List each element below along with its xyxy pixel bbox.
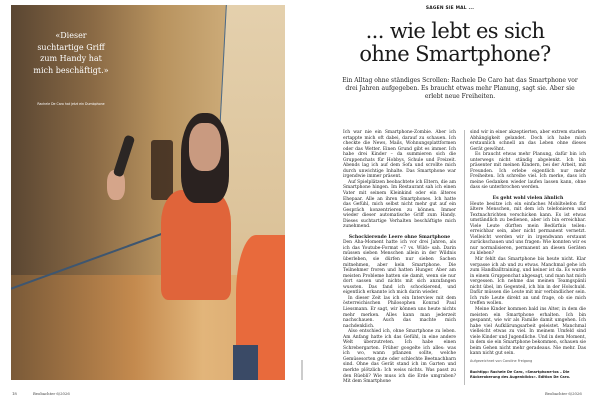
paragraph: Mir fehlt das Smartphone bis heute nicht. Klar verpasse ich ab und zu etwas. Manchmal gehe ich zum Handballtraining, und keiner ist da. Es wurde in einem Gruppenchat abgesagt, und man hat mich vergessen. Ich nehme das meinen Teamgspänli nicht übel, im Gegenteil, ich bin in der Holschuld. Dafür müssen die Leute mit mir verbindlicher sein. Ich rufe Leute direkt an und frage, ob sie mich treffen wollen.	[470, 257, 586, 307]
pull-quote-caption: Rachele De Caro hat jetzt ein Dumbphone	[37, 102, 105, 106]
article-photo	[11, 5, 285, 380]
book-tip: Buchtipp: Rachele De Caro, «Smartphone-los – Die Rückeroberung des Augenblicks». Edition De Caro.	[470, 370, 571, 380]
paragraph: Es braucht etwas mehr Planung, dafür bin ich unterwegs nicht ständig abgelenkt. Ich bin präsenter mit meinen Kindern, bei der Arbeit, mit Freunden. Ich erlebe eigentlich nur mehr Freiheiten. Ich schreibe viel. Ich merke, dass ich meine Gedanken wieder laufen lassen kann, ohne dass sie unterbrochen werden.	[470, 152, 586, 191]
headline-line-2: ohne Smartphone?	[359, 42, 551, 66]
paragraph: sind wir in einer akzeptierten, aber extrem starken Abhängigkeit gelandet. Doch ich habe mich erstaunlich schnell an das Leben ohne dieses Gerät gewöhnt.	[470, 130, 586, 152]
reflection-jeans	[233, 345, 258, 380]
photo-credit	[301, 360, 303, 380]
headline-line-1: ... wie lebt es sich	[365, 19, 545, 43]
paragraph: Auf Spielplätzen beobachtete ich Eltern, die am Smartphone hingen. Im Restaurant sah ich einen Vater mit seinem Kleinkind oder ein älteres Ehepaar. Alle an ihren Smartphones. Ich hatte das Gefühl, mich selbst nicht mehr gut auf ein Gespräch konzentrieren zu können. Immer wieder dieser automatische Griff zum Handy. Dieses suchtartige Verhalten beschäftigte mich zunehmend.	[343, 179, 456, 230]
intro: Ein Alltag ohne ständiges Scrollen: Rachele De Caro hat das Smartphone vor drei Jahren aufgegeben. Es braucht etwas mehr Planung, sagt sie. Aber sie erlebt neue Freiheiten.	[342, 77, 578, 101]
headline	[300, 20, 600, 66]
publication-right: Beobachter 6/2026	[545, 391, 582, 396]
woman-shirt	[161, 190, 231, 300]
body-column-1	[343, 130, 456, 385]
paragraph: Heute besitze ich ein einfaches Mobiltelefon für ältere Menschen, mit dem ich telefonieren und Textnachrichten verschicken kann. Es ist etwas umständlich zu bedienen, aber ich bin erreichbar. Viele Leute dürften mein Bedürfnis teilen: erreichbar sein, aber nicht permanent vernetzt. Vielleicht werden wir in irgendwann erstaunt zurückschauen und uns fragen: Wie konnten wir es nur normalisieren, permanent an diesen Geräten zu kleben?	[470, 201, 586, 257]
author-note: Aufgezeichnet von Caroline Freigang	[470, 358, 533, 363]
paragraph: Meine Kinder kommen bald ins Alter, in dem die meisten ein Smartphone erhalten. Ich bin gespannt, wie wir als Familie damit umgehen. Ich habe viel Aufklärungsarbeit geleistet. Manchmal vielleicht etwas zu viel. In meinem Umfeld sind viele Kinder und Jugendliche. Und in dem Moment, in dem sie ein Smartphone bekommen, schauen sie beim Gehen nicht mehr geradeaus. Nie mehr. Das kann nicht gut sein.	[470, 306, 586, 357]
phone-silhouette	[113, 134, 135, 177]
pull-quote: «Dieser suchtartige Griff zum Handy hat mich beschäftigt.»	[33, 31, 109, 76]
kicker: SAGEN SIE MAL ...	[425, 6, 475, 11]
page-number-left: 18	[12, 391, 17, 396]
body-column-2	[470, 130, 586, 380]
paragraph: Den Aha-Moment hatte ich vor drei Jahren, als ich das Youtube-Format «7 vs. Wild» sah. Darin müssen sieben Menschen allein in der Wildnis überleben, sie dürfen nur sieben Sachen mitnehmen, aber kein Smartphone. Die Teilnehmer froren und hatten Hunger. Aber am meisten Probleme hatten sie damit, wenn sie nur dort sassen und nichts mit sich anzufangen wussten. Das fand ich schockierend, und eigentlich erkannte ich mich darin wieder.	[343, 240, 456, 296]
column-rule	[464, 130, 465, 385]
phone-shadow	[151, 140, 173, 200]
paragraph: Ich war nie ein Smartphone-Zombie. Aber ich ertappte mich oft dabei, darauf zu schauen. Ich checkte die News, Mails, Wohnungsplattformen oder das Wetter. Einen Grund gibt es immer. Ich habe drei Kinder – da summieren sich die Gruppenchats für Hobbys, Schule und Freizeit. Abends lag ich auf dem Sofa und scrollte mich durch unwichtige Inhalte. Das Smartphone war irgendwie immer präsent.	[343, 130, 456, 180]
paragraph: In dieser Zeit las ich ein Interview mit dem österreichischen Philosophen Konrad Paul Liessmann. Er sagt, wir können uns heute nichts mehr merken. Alles kann man jederzeit nachschauen. Auch das machte mich nachdenklich.	[343, 295, 456, 329]
woman-face	[189, 123, 221, 171]
subheading: Schockierende Leere ohne Smartphone	[348, 234, 451, 240]
subheading: Es geht wohl vielen ähnlich	[492, 196, 564, 202]
publication-left: Beobachter 6/2026	[33, 391, 70, 396]
paragraph: Also entschied ich, ohne Smartphone zu leben. Am Anfang hatte ich das Gefühl, in eine andere Welt überzutreten. Ich habe einen Schrebergarten. Früher googelte ich alles: was ich wo, wann pflanzen sollte, welche Gemüsesorten gute oder schlechte Beetnachbarn sind. Ohne das Gerät stand ich im Garten und merkte plötzlich: Ich weiss nichts. Was passt zu den Rüebli? Wie muss ich die Erde umgraben? Mit dem Smartphone	[343, 329, 456, 385]
